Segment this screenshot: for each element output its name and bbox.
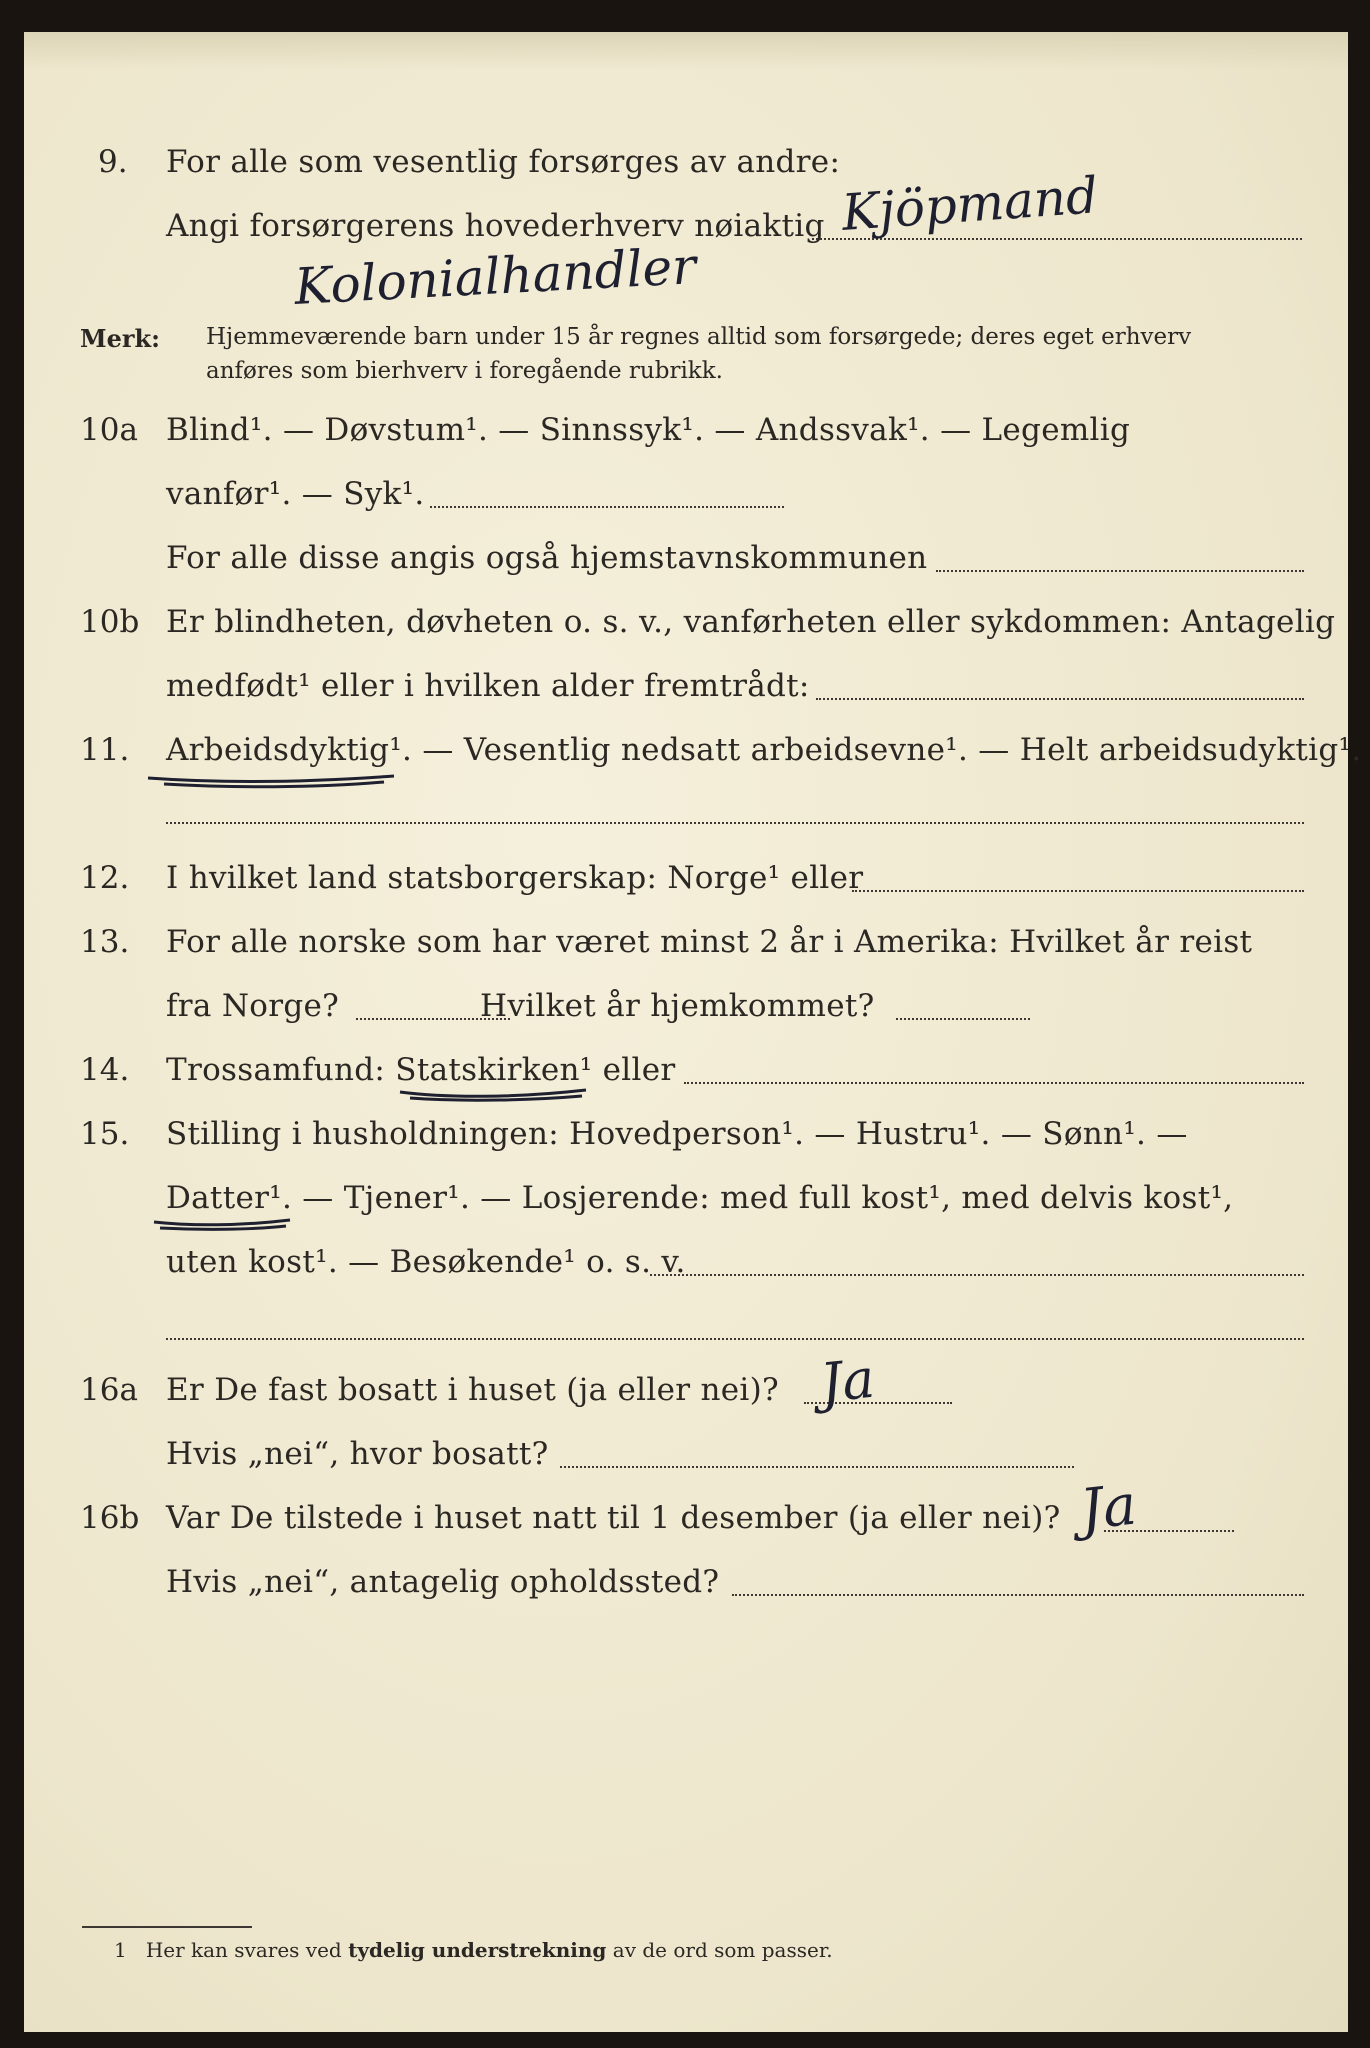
q12-line-1: I hvilket land statsborgerskap: Norge¹ eller [166,860,864,896]
q15-line-3: uten kost¹. — Besøkende¹ o. s. v. [166,1244,686,1280]
q10a-answer-line-1 [430,506,784,508]
q15-line-2: Datter¹. — Tjener¹. — Losjerende: med full kost¹, med delvis kost¹, [166,1180,1234,1216]
q10b-answer-line [816,698,1304,700]
footnote-rule [82,1926,252,1928]
q9-number: 9. [98,144,128,180]
q14-number: 14. [80,1052,130,1088]
q15-answer-line-2 [166,1338,1304,1340]
q13-line-2a: fra Norge? [166,988,340,1024]
page-top-edge [24,32,1348,70]
q15-number: 15. [80,1116,130,1152]
footnote [114,1938,833,1962]
q9-line-2: Angi forsørgerens hovederhverv nøiaktig [166,208,825,244]
census-form-page [24,32,1362,2032]
q10b-line-1: Er blindheten, døvheten o. s. v., vanførheten eller sykdommen: Antagelig [166,604,1336,640]
q14-answer-line [684,1082,1304,1084]
merk-line-2: anføres som bierhverv i foregående rubrikk. [206,358,723,384]
q13-answer-line-2 [896,1018,1030,1020]
q14-handwritten-underline [396,1078,596,1106]
q11-line-1: Arbeidsdyktig¹. — Vesentlig nedsatt arbeidsevne¹. — Helt arbeidsudyktig¹. [166,732,1362,768]
q11-handwritten-underline [144,760,404,790]
merk-line-1: Hjemmeværende barn under 15 år regnes alltid som forsørgede; deres eget erhverv [206,324,1192,350]
q13-number: 13. [80,924,130,960]
q10b-number: 10b [80,604,140,640]
q10a-number: 10a [80,412,138,448]
q15-line-1: Stilling i husholdningen: Hovedperson¹. — Hustru¹. — Sønn¹. — [166,1116,1188,1152]
q9-handwritten-occupation: Kjöpmand [839,166,1100,242]
q12-number: 12. [80,860,130,896]
q16b-number: 16b [80,1500,140,1536]
q16b-line-2: Hvis „nei“, antagelig opholdssted? [166,1564,720,1600]
q11-answer-line [166,822,1304,824]
q14-line-1: Trossamfund: Statskirken¹ eller [166,1052,676,1088]
q15-handwritten-underline [150,1208,300,1234]
q11-number: 11. [80,732,130,768]
q10a-line-3: For alle disse angis også hjemstavnskommunen [166,540,928,576]
footnote-text-a: Her kan svares ved [145,1938,342,1962]
q10b-line-2: medfødt¹ eller i hvilken alder fremtrådt: [166,668,810,704]
q10a-line-1: Blind¹. — Døvstum¹. — Sinnssyk¹. — Andssvak¹. — Legemlig [166,412,1131,448]
merk-label: Merk: [80,324,160,353]
q16b-line-1: Var De tilstede i huset natt til 1 desember (ja eller nei)? [166,1500,1061,1536]
q13-line-1: For alle norske som har været minst 2 år i Amerika: Hvilket år reist [166,924,1253,960]
q10a-answer-line-2 [936,570,1304,572]
footnote-mark: 1 [114,1938,127,1962]
q15-answer-line-1 [650,1274,1304,1276]
q10a-line-2: vanfør¹. — Syk¹. [166,476,425,512]
q16a-line-1: Er De fast bosatt i huset (ja eller nei)? [166,1372,779,1408]
q16a-number: 16a [80,1372,138,1408]
footnote-text-b: tydelig understrekning [348,1938,607,1962]
q16a-answer-line-2 [560,1466,1074,1468]
q16b-handwritten-answer: Ja [1077,1472,1140,1543]
q9-handwritten-occupation-2: Kolonialhandler [292,237,698,316]
footnote-text-c: av de ord som passer. [612,1938,833,1962]
q16b-answer-line-2 [732,1594,1304,1596]
q12-answer-line [852,890,1304,892]
q16a-line-2: Hvis „nei“, hvor bosatt? [166,1436,549,1472]
q13-line-2b: Hvilket år hjemkommet? [480,988,875,1024]
q16a-handwritten-answer: Ja [817,1346,878,1415]
q9-line-1: For alle som vesentlig forsørges av andre: [166,144,841,180]
